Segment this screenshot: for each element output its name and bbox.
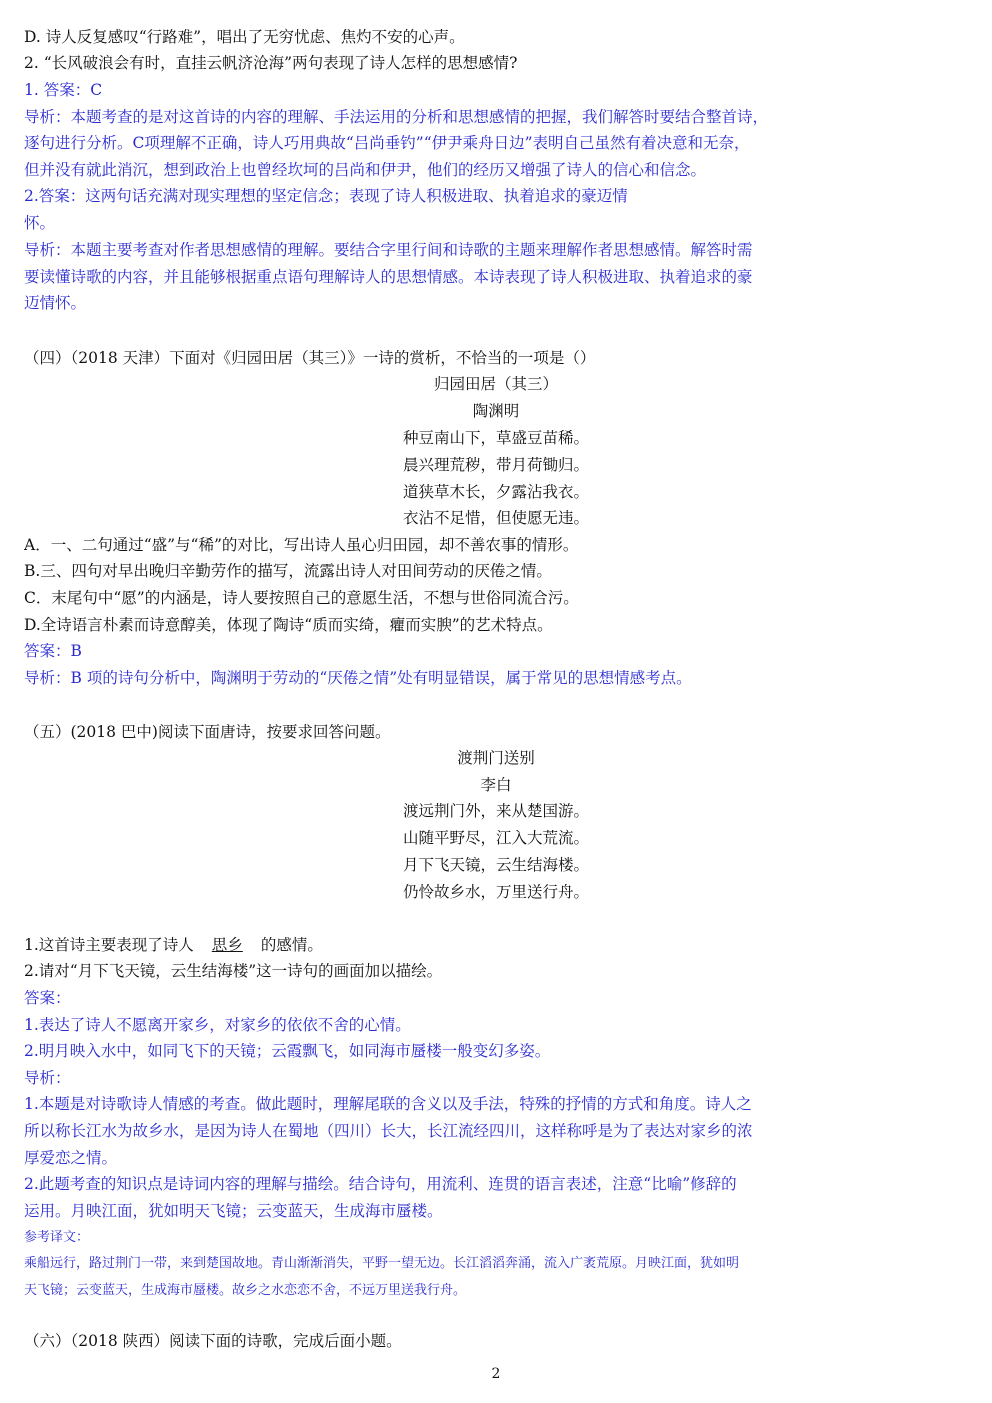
poem-line: 山随平野尽，江入大荒流。 bbox=[402, 829, 589, 847]
poem-line: 衣沾不足惜，但使愿无违。 bbox=[402, 509, 589, 527]
explain-2-line: 要读懂诗歌的内容，并且能够根据重点语句理解诗人的思想情感。本诗表现了诗人积极进取、执着追求的豪 bbox=[24, 268, 753, 286]
reference-line: 天飞镜；云变蓝天，生成海市蜃楼。故乡之水恋恋不舍，不远万里送我行舟。 bbox=[24, 1283, 467, 1298]
poem-line: 晨兴理荒秽，带月荷锄归。 bbox=[402, 456, 589, 474]
explain-1-line: 逐句进行分析。C项理解不正确，诗人巧用典故“吕尚垂钓”“伊尹乘舟日边”表明自己虽然有着决意和无奈， bbox=[24, 134, 750, 152]
reference-label: 参考译文： bbox=[24, 1230, 90, 1245]
explain-2-line: 迈情怀。 bbox=[24, 294, 87, 312]
answer-2-line: 2.答案：这两句话充满对现实理想的坚定信念；表现了诗人积极进取、执着追求的豪迈情 bbox=[24, 187, 628, 205]
question-2: 2.请对“月下飞天镜，云生结海楼”这一诗句的画面加以描绘。 bbox=[24, 962, 443, 980]
poem-title: 渡荆门送别 bbox=[457, 749, 535, 767]
option-d: D. 诗人反复感叹“行路难”，唱出了无穷忧虑、焦灼不安的心声。 bbox=[24, 28, 465, 46]
question-1 bbox=[24, 932, 872, 958]
option-c: C．末尾句中“愿”的内涵是，诗人要按照自己的意愿生活，不想与世俗同流合污。 bbox=[24, 589, 579, 607]
answer-line: 2.明月映入水中，如同飞下的天镜；云霞飘飞，如同海市蜃楼一般变幻多姿。 bbox=[24, 1042, 551, 1060]
answer-2-line: 怀。 bbox=[24, 214, 56, 232]
answer-line: 1.表达了诗人不愿离开家乡，对家乡的依依不舍的心情。 bbox=[24, 1016, 411, 1034]
poem-line: 种豆南山下，草盛豆苗稀。 bbox=[402, 429, 589, 447]
answer-label: 答案： bbox=[24, 989, 71, 1007]
poem-line: 道狭草木长，夕露沾我衣。 bbox=[402, 483, 589, 501]
explain-1-line: 但并没有就此消沉，想到政治上也曾经坎坷的吕尚和伊尹，他们的经历又增强了诗人的信心和信念。 bbox=[24, 161, 707, 179]
explain-line: 2.此题考查的知识点是诗词内容的理解与描绘。结合诗句，用流利、连贯的语言表述，注意“比喻”修辞的 bbox=[24, 1175, 737, 1193]
option-a: A．一、二句通过“盛”与“稀”的对比，写出诗人虽心归田园，却不善农事的情形。 bbox=[24, 536, 579, 554]
explain-line: 厚爱恋之情。 bbox=[24, 1149, 118, 1167]
explain-2-line: 导析：本题主要考查对作者思想感情的理解。要结合字里行间和诗歌的主题来理解作者思想感情。解答时需 bbox=[24, 241, 753, 259]
option-b: B.三、四句对早出晚归辛勤劳作的描写，流露出诗人对田间劳动的厌倦之情。 bbox=[24, 562, 552, 580]
explain-line: 所以称长江水为故乡水，是因为诗人在蜀地（四川）长大，长江流经四川，这样称呼是为了表达对家乡的浓 bbox=[24, 1122, 753, 1140]
question-1-prefix: 1.这首诗主要表现了诗人 bbox=[24, 936, 194, 954]
poem-line: 月下飞天镜，云生结海楼。 bbox=[402, 856, 589, 874]
page-number: 2 bbox=[491, 1366, 501, 1382]
explain-line: 1.本题是对诗歌诗人情感的考查。做此题时，理解尾联的含义以及手法，特殊的抒情的方式和角度。诗人之 bbox=[24, 1095, 752, 1113]
explain-1-line: 导析：本题考查的是对这首诗的内容的理解、手法运用的分析和思想感情的把握，我们解答时要结合整首诗， bbox=[24, 108, 769, 126]
answer-1: 1. 答案：C bbox=[24, 81, 103, 99]
question-2: 2. “长风破浪会有时，直挂云帆济沧海”两句表现了诗人怎样的思想感情? bbox=[24, 54, 518, 72]
poem-line: 渡远荆门外，来从楚国游。 bbox=[402, 802, 589, 820]
explain-line: 运用。月映江面，犹如明天飞镜；云变蓝天，生成海市蜃楼。 bbox=[24, 1202, 443, 1220]
reference-line: 乘船远行，路过荆门一带，来到楚国故地。青山渐渐消失，平野一望无边。长江滔滔奔涌，流入广袤荒原。月映江面，犹如明 bbox=[24, 1256, 740, 1271]
section-5-header: （五）(2018 巴中)阅读下面唐诗，按要求回答问题。 bbox=[24, 723, 391, 741]
explanation: 导析：B 项的诗句分析中，陶渊明于劳动的“厌倦之情”处有明显错误，属于常见的思想情感考点。 bbox=[24, 669, 692, 687]
option-d: D.全诗语言朴素而诗意醇美，体现了陶诗“质而实绮，癯而实腴”的艺术特点。 bbox=[24, 616, 553, 634]
section-4-header: （四）（2018 天津）下面对《归园田居（其三）》一诗的赏析，不恰当的一项是（） bbox=[24, 349, 596, 367]
section-6-header: （六）（2018 陕西）阅读下面的诗歌，完成后面小题。 bbox=[24, 1332, 402, 1350]
answer: 答案：B bbox=[24, 642, 82, 660]
poem-title: 归园田居（其三） bbox=[433, 375, 558, 393]
question-1-suffix: 的感情。 bbox=[260, 936, 323, 954]
explain-label: 导析： bbox=[24, 1069, 71, 1087]
poem-author: 陶渊明 bbox=[472, 402, 520, 420]
poem-line: 仍怜故乡水，万里送行舟。 bbox=[402, 883, 589, 901]
fill-blank-answer: 思乡 bbox=[211, 936, 243, 954]
poem-author: 李白 bbox=[480, 776, 512, 794]
